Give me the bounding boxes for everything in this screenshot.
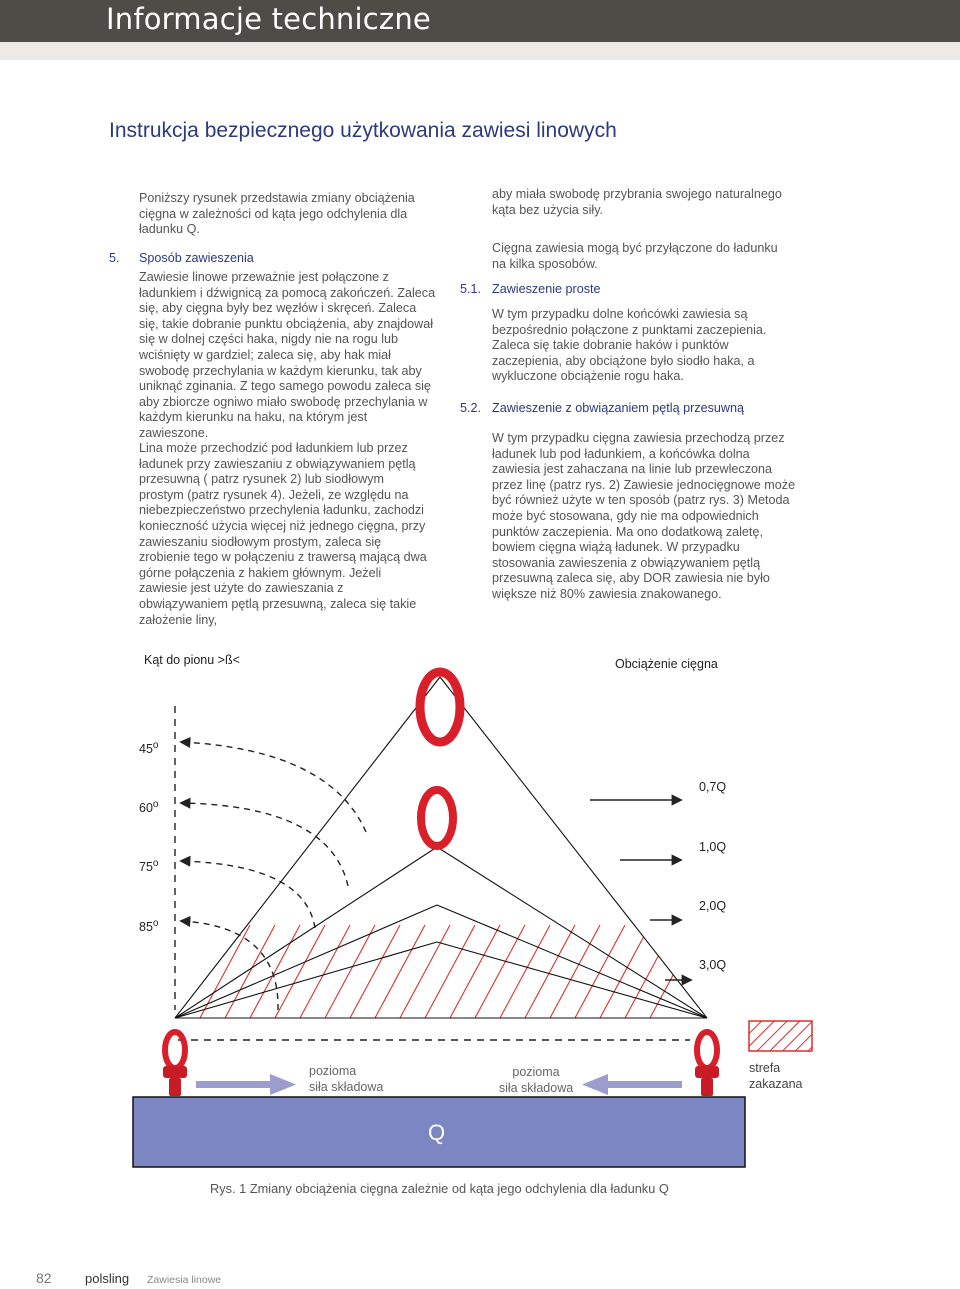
load-symbol: Q	[428, 1120, 446, 1145]
page-number: 82	[36, 1270, 52, 1286]
left-paragraph-2: Lina może przechodzić pod ładunkiem lub przez ładunek przy zawieszaniu z obwiązywaniem pętlą przesuwną ( patrz rysunek 2) lub siodłowym prostym (patrz rysunek 4). Jeżeli, ze względu na niebezpieczeństwo przechylenia ładunku, zachodzi konieczność użycia więcej niż jednego cięgna, przy zawieszaniu siodłowym prostym, zaleca się zrobienie tego w połączeniu z trawersą mającą dwa górne połączenia z hakiem głównym. Jeżeli zawiesie jest użyte do zawieszania z obwiązywaniem pętlą przesuwną, zaleca się takie założenie liny,	[139, 441, 427, 627]
section-title: Zawieszenie z obwiązaniem pętlą przesuwną	[492, 401, 745, 415]
page-title: Instrukcja bezpiecznego użytkowania zawiesi linowych	[109, 119, 617, 142]
right-paragraph-1: Cięgna zawiesia mogą być przyłączone do ładunku na kilka sposobów.	[492, 241, 778, 271]
angle-arcs	[182, 742, 366, 1010]
master-link-middle	[421, 790, 453, 846]
load-2-0q-label: 2,0Q	[699, 899, 727, 913]
angle-axis-label: Kąt do pionu >ß<	[144, 653, 240, 667]
hatched-forbidden-area	[200, 925, 700, 1018]
right-paragraph-0: aby miała swobodę przybrania swojego naturalnego kąta bez użycia siły.	[492, 187, 782, 217]
section-number: 5.	[109, 251, 120, 265]
left-paragraph-1: Zawiesie linowe przeważnie jest połączone z ładunkiem i dźwignicą za pomocą zakończeń. Zaleca się, aby cięgna były bez węzłów i skręceń. Zaleca się, takie dobranie punktu obciążenia, aby znajdował się w dolnej części haka, nigdy nie na rogu lub wciśnięty w gardziel; zaleca się, aby hak miał swobodę przechylania w każdym kierunku, tak aby uniknąć zginania. Z tego samego powodu zaleca się aby zbiorcze ogniwo miało swobodę przechylania w każdym kierunku na haku, na którym jest zawieszone.	[139, 270, 436, 440]
section-name: Zawiesia linowe	[147, 1274, 222, 1286]
forbidden-zone-label: strefa zakazana	[749, 1061, 803, 1091]
section-title: Zawieszenie proste	[492, 282, 601, 296]
horizontal-force-label-right: pozioma siła składowa	[498, 1065, 574, 1095]
load-0-7q-label: 0,7Q	[699, 780, 727, 794]
horizontal-force-arrow-right	[582, 1074, 682, 1095]
master-link-top	[420, 672, 460, 742]
brand-name: polsling	[85, 1271, 130, 1286]
right-paragraph-2: W tym przypadku dolne końcówki zawiesia są bezpośrednio połączone z punktami zaczepienia. Zaleca się takie dobranie haków i punktów zaczepienia, aby obciążone było siodło haka, a wykluczone obciążenie rogu haka.	[492, 307, 767, 384]
angle-60-label: 60$^o$	[139, 799, 159, 816]
angle-75-label: 75$^o$	[139, 858, 159, 875]
header-title: Informacje techniczne	[106, 2, 431, 36]
right-swivel-hook	[695, 1032, 719, 1096]
left-swivel-hook	[163, 1032, 187, 1096]
load-axis-label: Obciążenie cięgna	[615, 657, 718, 671]
right-paragraph-3: W tym przypadku cięgna zawiesia przechodzą przez ładunek lub pod ładunkiem, a końcówka dolna zawiesia jest zahaczana na linie lub przewleczona przez linę (patrz rys. 2) Zawiesie jednocięgnowe może być również użyte w ten sposób (patrz rys. 3) Metoda może być stosowana, gdy nie ma odpowiednich punktów zaczepienia. Ma ono dodatkową zaletę, bowiem cięgna wiążą ładunek. W przypadku stosowania zawieszenia z obwiązywaniem pętlą przesuwną zaleca się, aby DOR zawiesia nie było większe niż 80% zawiesia znakowanego.	[492, 431, 796, 601]
section-title: Sposób zawieszenia	[139, 251, 254, 265]
left-intro: Poniższy rysunek przedstawia zmiany obciążenia cięgna w zależności od kąta jego odchylenia dla ładunku Q.	[139, 191, 415, 237]
figure-caption: Rys. 1 Zmiany obciążenia cięgna zależnie od kąta jego odchylenia dla ładunku Q	[210, 1181, 669, 1196]
load-3-0q-label: 3,0Q	[699, 958, 727, 972]
angle-45-label: 45$^o$	[139, 740, 159, 757]
horizontal-force-label-left: pozioma siła składowa	[309, 1064, 384, 1094]
horizontal-force-arrow-left	[196, 1074, 296, 1095]
section-number: 5.1.	[460, 282, 482, 296]
forbidden-zone-legend-box	[749, 1021, 812, 1051]
angle-85-label: 85$^o$	[139, 918, 159, 935]
section-number: 5.2.	[460, 401, 482, 415]
load-1-0q-label: 1,0Q	[699, 840, 727, 854]
